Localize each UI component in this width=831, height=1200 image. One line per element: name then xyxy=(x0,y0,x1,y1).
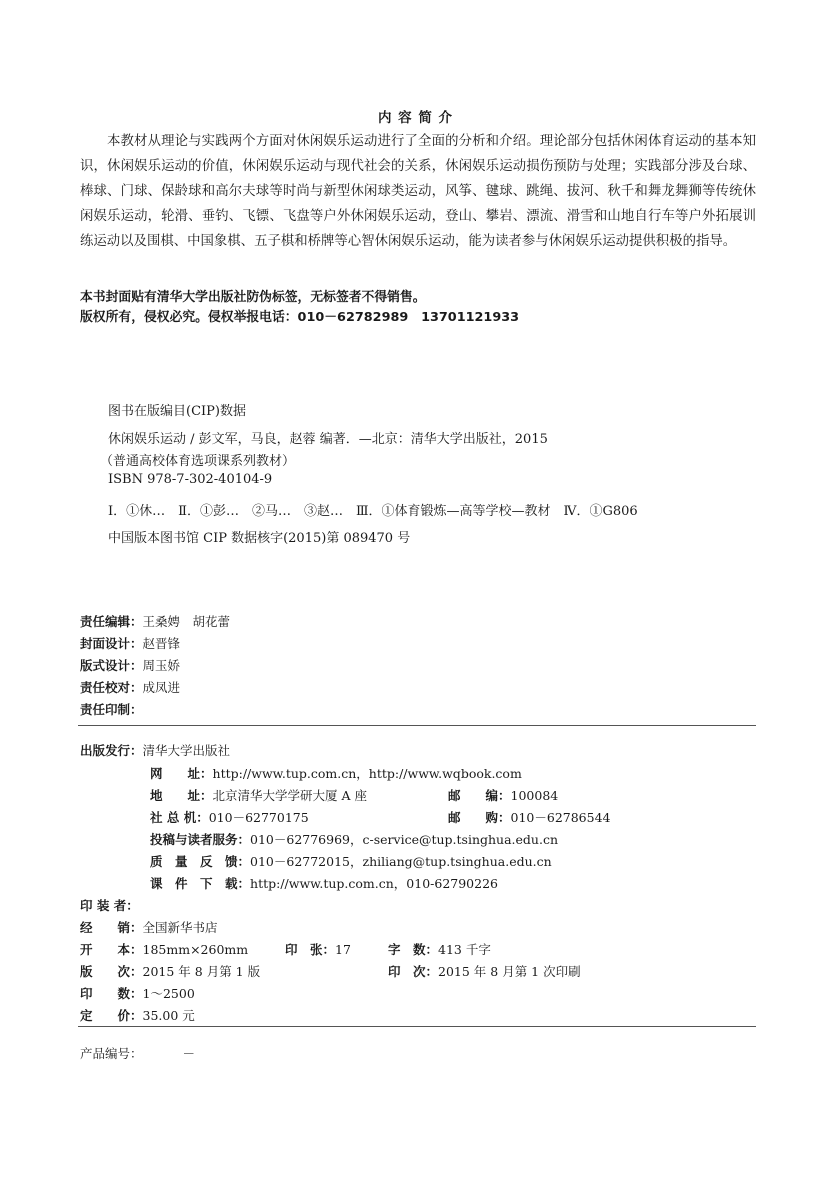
edition-row: 版 次：2015 年 8 月第 1 版 xyxy=(80,964,261,979)
cip-isbn: ISBN 978-7-302-40104-9 xyxy=(108,472,273,487)
courseware-download-row: 课 件 下 载：http://www.tup.com.cn，010-62790226 xyxy=(150,876,498,891)
summary-paragraph: 本教材从理论与实践两个方面对休闲娱乐运动进行了全面的分析和介绍。理论部分包括休闲体育运动的基本知识，休闲娱乐运动的价值，休闲娱乐运动与现代社会的关系，休闲娱乐运动损伤预防与处理；实践部分涉及台球、棒球、门球、保龄球和高尔夫球等时尚与新型休闲球类运动，风筝、毽球、跳绳、拔河、秋千和舞龙舞狮等传统休闲娱乐运动，轮滑、垂钓、飞镖、飞盘等户外休闲娱乐运动，登山、攀岩、漂流、滑雪和山地自行车等户外拓展训练运动以及围棋、中国象棋、五子棋和桥牌等心智休闲娱乐运动，能为读者参与休闲娱乐运动提供积极的指导。 xyxy=(80,134,756,249)
format-row: 开 本：185mm×260mm xyxy=(80,942,249,957)
divider-bottom xyxy=(78,1026,756,1027)
divider-top xyxy=(78,725,756,726)
print-supervisor-row: 责任印制： xyxy=(80,702,143,717)
website-row: 网 址：http://www.tup.com.cn，http://www.wqbook.com xyxy=(150,766,522,781)
price-row: 定 价：35.00 元 xyxy=(80,1008,195,1023)
anti-counterfeit-notice: 本书封面贴有清华大学出版社防伪标签，无标签者不得销售。 xyxy=(80,290,426,305)
submission-service-row: 投稿与读者服务：010－62776969，c-service@tup.tsinghua.edu.cn xyxy=(150,832,559,847)
cip-series-line: （普通高校体育选项课系列教材） xyxy=(100,454,296,469)
cip-heading: 图书在版编目(CIP)数据 xyxy=(108,404,246,419)
copyright-notice: 版权所有，侵权必究。侵权举报电话：010－62782989 13701121933 xyxy=(80,310,520,325)
editor-row: 责任编辑：王桑娉 胡花蕾 xyxy=(80,614,231,629)
quality-feedback-row: 质 量 反 馈：010－62772015，zhiliang@tup.tsinghua.edu.cn xyxy=(150,854,552,869)
distributor-row: 经 销：全国新华书店 xyxy=(80,920,218,935)
mail-order-row: 邮 购：010－62786544 xyxy=(448,810,611,825)
product-code-row: 产品编号： － xyxy=(80,1046,196,1061)
printing-row: 印 次：2015 年 8 月第 1 次印刷 xyxy=(388,964,581,979)
switchboard-row: 社 总 机：010－62770175 xyxy=(150,810,309,825)
summary-title: 内 容 简 介 xyxy=(377,110,454,126)
cip-record-number: 中国版本图书馆 CIP 数据核字(2015)第 089470 号 xyxy=(108,531,411,546)
word-count-row: 字 数：413 千字 xyxy=(388,942,491,957)
proofreader-row: 责任校对：成凤进 xyxy=(80,680,181,695)
cover-design-row: 封面设计：赵晋锋 xyxy=(80,636,181,651)
sheets-row: 印 张：17 xyxy=(285,942,351,957)
print-run-row: 印 数：1～2500 xyxy=(80,986,195,1001)
postcode-row: 邮 编：100084 xyxy=(448,788,559,803)
cip-classification: Ⅰ．①休… Ⅱ．①彭… ②马… ③赵… Ⅲ．①体育锻炼—高等学校—教材 Ⅳ．①G806 xyxy=(108,504,638,519)
address-row: 地 址：北京清华大学学研大厦 A 座 xyxy=(150,788,367,803)
publisher-row: 出版发行：清华大学出版社 xyxy=(80,743,231,758)
cip-title-line: 休闲娱乐运动 / 彭文军，马良，赵蓉 编著．—北京：清华大学出版社，2015 xyxy=(108,432,548,447)
printer-row: 印 装 者： xyxy=(80,898,139,913)
layout-design-row: 版式设计：周玉娇 xyxy=(80,658,181,673)
